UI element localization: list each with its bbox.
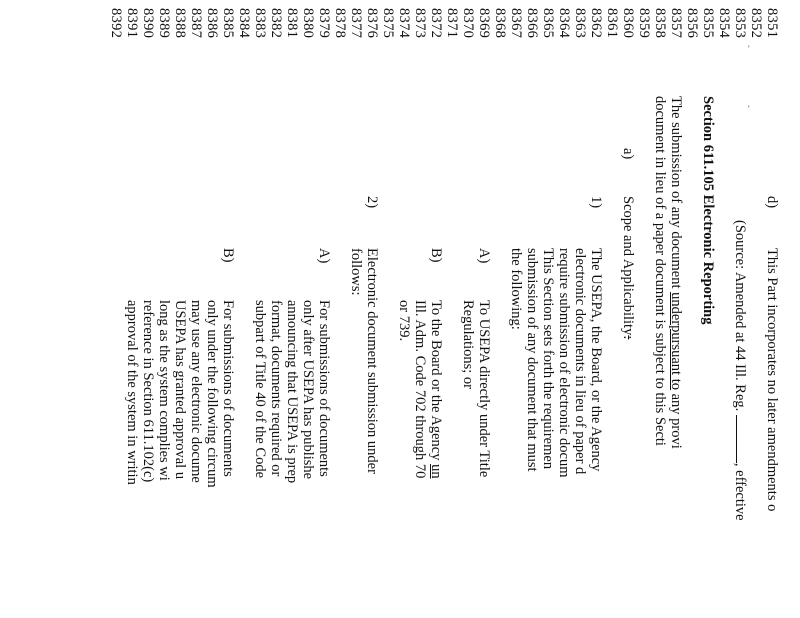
line-number-text: 8375 bbox=[380, 8, 396, 39]
line-8363 bbox=[572, 0, 588, 618]
line-number-text: 8384 bbox=[236, 8, 252, 39]
line-text: For submissions of documents bbox=[220, 300, 236, 477]
line-number-text: 8371 bbox=[444, 8, 460, 39]
section-heading: Section 611.105 Electronic Reporting bbox=[700, 96, 716, 325]
line-number-text: 8369 bbox=[476, 8, 492, 39]
line-number-text: 8391 bbox=[124, 8, 140, 39]
line-8380 bbox=[300, 0, 316, 618]
line-number-text: 8356 bbox=[684, 8, 700, 39]
line-number bbox=[716, 0, 732, 618]
line-text: To the Board or the Agency un bbox=[428, 300, 444, 479]
scan-mark: ' bbox=[748, 104, 750, 114]
line-number-text: 8357 bbox=[668, 8, 684, 39]
line-text: or 739. bbox=[396, 300, 412, 342]
line-text: long as the system complies wi bbox=[156, 300, 172, 481]
line-8358 bbox=[652, 0, 668, 618]
line-text: submission of any document that must bbox=[524, 248, 540, 472]
line-number bbox=[636, 0, 652, 618]
line-number-text: 8382 bbox=[268, 8, 284, 39]
line-number-text: 8361 bbox=[604, 8, 620, 39]
line-number-text: 8359 bbox=[636, 8, 652, 39]
line-number-text: 8372 bbox=[428, 8, 444, 39]
item-label: A) bbox=[476, 248, 492, 264]
line-8383 bbox=[252, 0, 268, 618]
line-number bbox=[332, 0, 348, 618]
line-number bbox=[236, 0, 252, 618]
line-8379 bbox=[316, 0, 332, 618]
line-text: This Section sets forth the requiremen bbox=[540, 248, 556, 470]
line-number-text: 8352 bbox=[748, 8, 764, 39]
line-text: reference in Section 611.102(c) bbox=[140, 300, 156, 483]
line-number-text: 8354 bbox=[716, 8, 732, 39]
line-number-text: 8358 bbox=[652, 8, 668, 39]
line-number bbox=[444, 0, 460, 618]
line-number-text: 8370 bbox=[460, 8, 476, 39]
line-text: only under the following circum bbox=[204, 300, 220, 488]
line-text: only after USEPA has publishe bbox=[300, 300, 316, 480]
item-label: A) bbox=[316, 248, 332, 264]
line-8388 bbox=[172, 0, 188, 618]
line-text: Electronic document submission under bbox=[364, 248, 380, 474]
line-number-text: 8374 bbox=[396, 8, 412, 39]
item-label: B) bbox=[220, 248, 236, 263]
line-number-text: 8389 bbox=[156, 8, 172, 39]
line-text: For submissions of documents bbox=[316, 300, 332, 477]
line-number-text: 8367 bbox=[508, 8, 524, 39]
line-8365 bbox=[540, 0, 556, 618]
item-label: 2) bbox=[364, 196, 380, 209]
item-label: d) bbox=[764, 196, 780, 209]
line-8353 bbox=[732, 0, 748, 618]
line-text: subpart of Title 40 of the Code bbox=[252, 300, 268, 479]
line-text: Scope and Applicability: bbox=[620, 196, 636, 340]
line-number-text: 8362 bbox=[588, 8, 604, 39]
line-text: approval of the system in writin bbox=[124, 300, 140, 485]
line-8376 bbox=[364, 0, 380, 618]
line-8387 bbox=[188, 0, 204, 618]
item-label: a) bbox=[620, 148, 636, 160]
line-number-text: 8368 bbox=[492, 8, 508, 39]
line-text: require submission of electronic docum bbox=[556, 248, 572, 478]
line-8357 bbox=[668, 0, 684, 618]
line-number-text: 8385 bbox=[220, 8, 236, 39]
line-8377 bbox=[348, 0, 364, 618]
line-number-text: 8366 bbox=[524, 8, 540, 39]
line-8385 bbox=[220, 0, 236, 618]
line-8391 bbox=[124, 0, 140, 618]
line-text: To USEPA directly under Title bbox=[476, 300, 492, 478]
line-text: The submission of any document underpursuant to any provi bbox=[668, 96, 684, 449]
item-label: 1) bbox=[588, 196, 604, 209]
line-text: the following: bbox=[508, 248, 524, 330]
line-text: Regulations; or bbox=[460, 300, 476, 390]
line-number-text: 8353 bbox=[732, 8, 748, 39]
line-number-text: 8376 bbox=[364, 8, 380, 39]
line-number-text: 8392 bbox=[108, 8, 124, 39]
line-number bbox=[380, 0, 396, 618]
line-number-text: 8355 bbox=[700, 8, 716, 39]
underlined-text: un bbox=[428, 464, 444, 479]
line-number-text: 8377 bbox=[348, 8, 364, 39]
line-number bbox=[748, 0, 764, 618]
line-number-text: 8364 bbox=[556, 8, 572, 39]
line-number-text: 8351 bbox=[764, 8, 780, 39]
line-number-text: 8363 bbox=[572, 8, 588, 39]
line-text: electronic documents in lieu of paper d bbox=[572, 248, 588, 475]
line-text: This Part incorporates no later amendments o bbox=[764, 248, 780, 512]
line-text: announcing that USEPA is prep bbox=[284, 300, 300, 484]
line-8390 bbox=[140, 0, 156, 618]
item-label: B) bbox=[428, 248, 444, 263]
line-number-text: 8360 bbox=[620, 8, 636, 39]
scan-mark: ' bbox=[748, 44, 750, 54]
line-8374 bbox=[396, 0, 412, 618]
line-8364 bbox=[556, 0, 572, 618]
struck-text: underpursuant to bbox=[668, 292, 684, 390]
line-number bbox=[604, 0, 620, 618]
line-number-text: 8378 bbox=[332, 8, 348, 39]
line-number-text: 8365 bbox=[540, 8, 556, 39]
line-8386 bbox=[204, 0, 220, 618]
line-8355 bbox=[700, 0, 716, 618]
line-8369 bbox=[476, 0, 492, 618]
line-number-text: 8387 bbox=[188, 8, 204, 39]
line-8372 bbox=[428, 0, 444, 618]
line-number bbox=[108, 0, 124, 618]
line-number-text: 8379 bbox=[316, 8, 332, 39]
line-text: may use any electronic docume bbox=[188, 300, 204, 483]
struck-text: : bbox=[620, 335, 636, 340]
line-number-text: 8390 bbox=[140, 8, 156, 39]
line-text: Ill. Adm. Code 702 through 70 bbox=[412, 300, 428, 479]
line-8360 bbox=[620, 0, 636, 618]
line-text: format, documents required or bbox=[268, 300, 284, 477]
line-number-text: 8380 bbox=[300, 8, 316, 39]
line-8382 bbox=[268, 0, 284, 618]
line-8381 bbox=[284, 0, 300, 618]
line-8366 bbox=[524, 0, 540, 618]
line-text: USEPA has granted approval u bbox=[172, 300, 188, 480]
line-8367 bbox=[508, 0, 524, 618]
line-8373 bbox=[412, 0, 428, 618]
line-8351 bbox=[764, 0, 780, 618]
line-number bbox=[492, 0, 508, 618]
line-number-text: 8383 bbox=[252, 8, 268, 39]
line-text: document in lieu of a paper document is subject to this Secti bbox=[652, 96, 668, 446]
source-note: (Source: Amended at 44 Ill. Reg. , effective bbox=[732, 220, 748, 521]
line-number-text: 8386 bbox=[204, 8, 220, 39]
line-number-text: 8373 bbox=[412, 8, 428, 39]
line-8389 bbox=[156, 0, 172, 618]
line-8370 bbox=[460, 0, 476, 618]
line-text: follows: bbox=[348, 248, 364, 296]
blank-line bbox=[736, 415, 748, 463]
line-number-text: 8381 bbox=[284, 8, 300, 39]
line-text: The USEPA, the Board, or the Agency bbox=[588, 248, 604, 472]
line-number-text: 8388 bbox=[172, 8, 188, 39]
line-8362 bbox=[588, 0, 604, 618]
line-number bbox=[684, 0, 700, 618]
